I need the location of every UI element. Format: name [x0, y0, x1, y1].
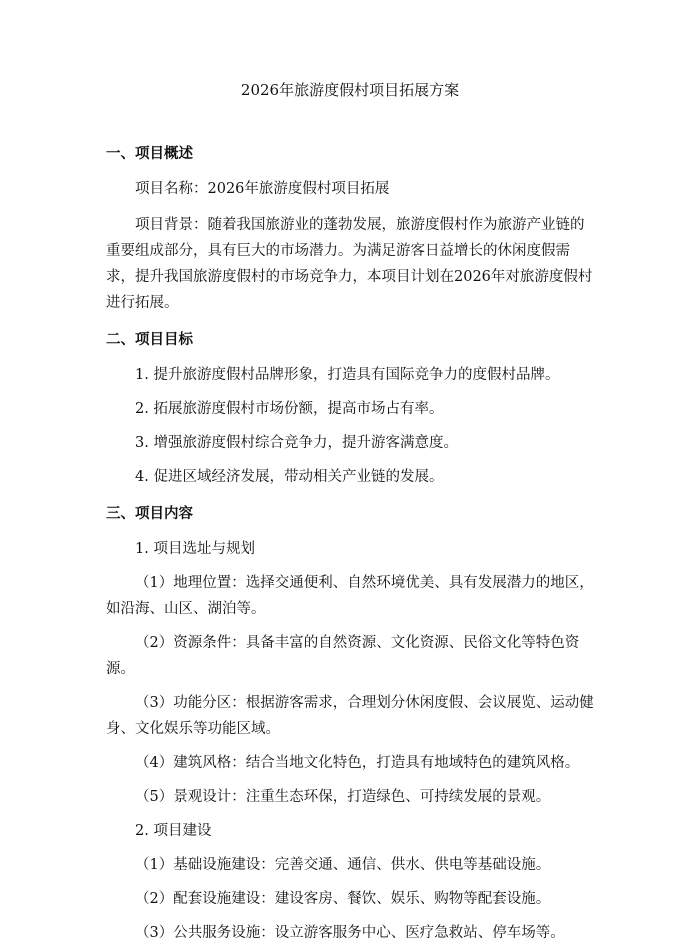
section-heading-overview: 一、项目概述	[106, 146, 193, 162]
site-planning-item: （4）建筑风格：结合当地文化特色，打造具有地域特色的建筑风格。	[135, 755, 580, 771]
site-planning-item: （1）地理位置：选择交通便利、自然环境优美、具有发展潜力的地区，如沿海、山区、湖泊等。	[106, 575, 594, 617]
goal-item: 3. 增强旅游度假村综合竞争力，提升游客满意度。	[135, 435, 458, 451]
goal-item: 4. 促进区域经济发展，带动相关产业链的发展。	[135, 469, 444, 485]
site-planning-item: （2）资源条件：具备丰富的自然资源、文化资源、民俗文化等特色资源。	[106, 635, 580, 677]
section-heading-content: 三、项目内容	[106, 506, 193, 522]
site-planning-item: （3）功能分区：根据游客需求，合理划分休闲度假、会议展览、运动健身、文化娱乐等功能区域。	[106, 695, 594, 737]
subsection-title-construction: 2. 项目建设	[135, 823, 212, 839]
document-title: 2026年旅游度假村项目拓展方案	[240, 81, 460, 99]
section-heading-goals: 二、项目目标	[106, 332, 193, 348]
project-name-paragraph: 项目名称：2026年旅游度假村项目拓展	[135, 181, 390, 197]
goal-item: 2. 拓展旅游度假村市场份额，提高市场占有率。	[135, 401, 444, 417]
subsection-title-site-planning: 1. 项目选址与规划	[135, 541, 255, 557]
construction-item: （2）配套设施建设：建设客房、餐饮、娱乐、购物等配套设施。	[135, 891, 551, 907]
document-body	[106, 140, 596, 946]
construction-item: （1）基础设施建设：完善交通、通信、供水、供电等基础设施。	[135, 857, 551, 873]
construction-item: （3）公共服务设施：设立游客服务中心、医疗急救站、停车场等。	[135, 925, 565, 941]
site-planning-item: （5）景观设计：注重生态环保，打造绿色、可持续发展的景观。	[135, 789, 551, 805]
project-background-paragraph: 项目背景：随着我国旅游业的蓬勃发展，旅游度假村作为旅游产业链的重要组成部分，具有巨大的市场潜力。为满足游客日益增长的休闲度假需求，提升我国旅游度假村的市场竞争力，本项目计划在2026年对旅游度假村进行拓展。	[106, 217, 593, 311]
goal-item: 1. 提升旅游度假村品牌形象，打造具有国际竞争力的度假村品牌。	[135, 367, 560, 383]
